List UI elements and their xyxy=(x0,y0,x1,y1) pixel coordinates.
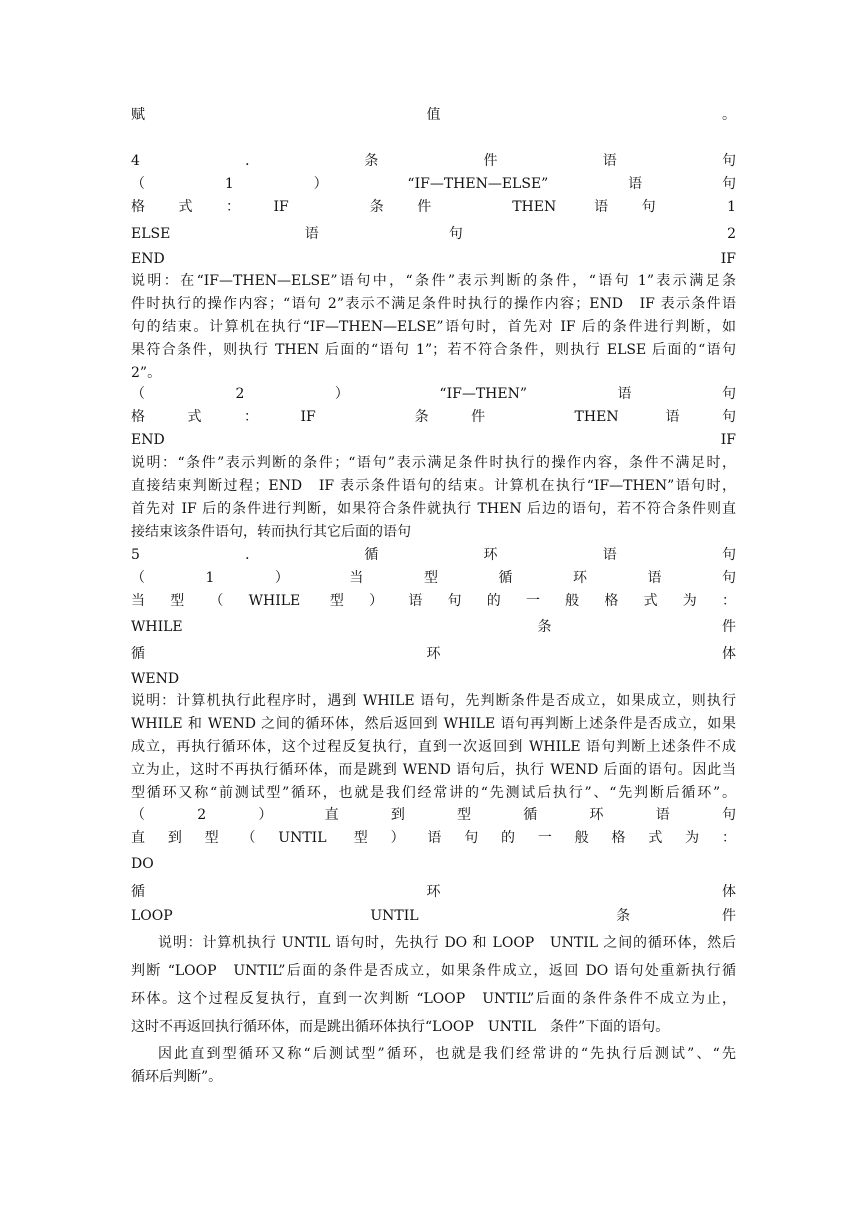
syntax-line: 格式：IF 条件 THEN 语句 1 xyxy=(131,199,736,215)
syntax-line: LOOP UNTIL 条件 xyxy=(131,908,736,924)
syntax-line: 循环体 xyxy=(131,884,736,900)
paragraph-line: 判断 “LOOP UNTIL”后面的条件是否成立，如果条件成立，返回 DO 语句处重新执行循 xyxy=(131,963,736,979)
paragraph-line: 果符合条件，则执行 THEN 后面的“语句 1”；若不符合条件，则执行 ELSE 后面的“语句 xyxy=(131,342,736,358)
syntax-line: WHILE 条件 xyxy=(131,619,736,635)
paragraph-line: 因此直到型循环又称“后测试型”循环，也就是我们经常讲的“先执行后测试”、“先 xyxy=(158,1046,736,1062)
paragraph-line: 首先对 IF 后的条件进行判断，如果符合条件就执行 THEN 后边的语句，若不符合条件则直 xyxy=(131,501,736,517)
syntax-line: DO xyxy=(131,856,154,872)
paragraph-line: 2”。 xyxy=(131,365,162,381)
paragraph-line: 成立，再执行循环体，这个过程反复执行，直到一次返回到 WHILE 语句判断上述条件不成 xyxy=(131,739,736,755)
paragraph-line: 句的结束。计算机在执行“IF—THEN—ELSE”语句时，首先对 IF 后的条件进行判断，如 xyxy=(131,319,736,335)
subsection-heading: （1）“IF—THEN—ELSE”语句 xyxy=(131,176,736,192)
text-line: 直到型（UNTIL 型）语句的一般格式为： xyxy=(131,830,736,846)
syntax-line: END IF xyxy=(131,251,736,267)
paragraph-line: 件时执行的操作内容；“语句 2”表示不满足条件时执行的操作内容；END IF 表示条件语 xyxy=(131,296,736,312)
subsection-heading: （2）直到型循环语句 xyxy=(131,807,736,823)
subsection-heading: （2）“IF—THEN”语句 xyxy=(131,386,736,402)
paragraph-line: 说明：“条件”表示判断的条件；“语句”表示满足条件时执行的操作内容，条件不满足时， xyxy=(131,455,736,471)
paragraph-line: 型循环又称“前测试型”循环，也就是我们经常讲的“先测试后执行”、“先判断后循环”。 xyxy=(131,785,736,801)
syntax-line: 格式：IF 条件 THEN 语句 xyxy=(131,409,736,425)
paragraph-line: WHILE 和 WEND 之间的循环体，然后返回到 WHILE 语句再判断上述条件是否成立，如果 xyxy=(131,716,736,732)
syntax-line: WEND xyxy=(131,671,180,687)
syntax-line: 循环体 xyxy=(131,646,736,662)
section-heading: 5．循环语句 xyxy=(131,547,736,563)
syntax-line: ELSE 语句 2 xyxy=(131,226,736,242)
text-line: 当型（WHILE 型）语句的一般格式为： xyxy=(131,593,736,609)
paragraph-line: 接结束该条件语句，转而执行其它后面的语句 xyxy=(131,524,411,540)
paragraph-line: 这时不再返回执行循环体，而是跳出循环体执行“LOOP UNTIL 条件”下面的语句。 xyxy=(131,1019,670,1035)
paragraph-line: 说明：计算机执行 UNTIL 语句时，先执行 DO 和 LOOP UNTIL 之间的循环体，然后 xyxy=(158,935,736,951)
paragraph-line: 说明：在“IF—THEN—ELSE”语句中，“条件”表示判断的条件，“语句 1”表示满足条 xyxy=(131,273,736,289)
section-heading: 4．条件语句 xyxy=(131,153,736,169)
paragraph-line: 循环后判断”。 xyxy=(131,1069,223,1085)
paragraph-line: 环体。这个过程反复执行，直到一次判断 “LOOP UNTIL”后面的条件条件不成立为止， xyxy=(131,991,736,1007)
syntax-line: END IF xyxy=(131,432,736,448)
paragraph-line: 立为止，这时不再执行循环体，而是跳到 WEND 语句后，执行 WEND 后面的语句。因此当 xyxy=(131,762,736,778)
subsection-heading: （1）当型循环语句 xyxy=(131,570,736,586)
paragraph-line: 说明：计算机执行此程序时，遇到 WHILE 语句，先判断条件是否成立，如果成立，则执行 xyxy=(131,693,736,709)
text-line: 赋值。 xyxy=(131,107,736,123)
paragraph-line: 直接结束判断过程；END IF 表示条件语句的结束。计算机在执行“IF—THEN”语句时， xyxy=(131,478,736,494)
